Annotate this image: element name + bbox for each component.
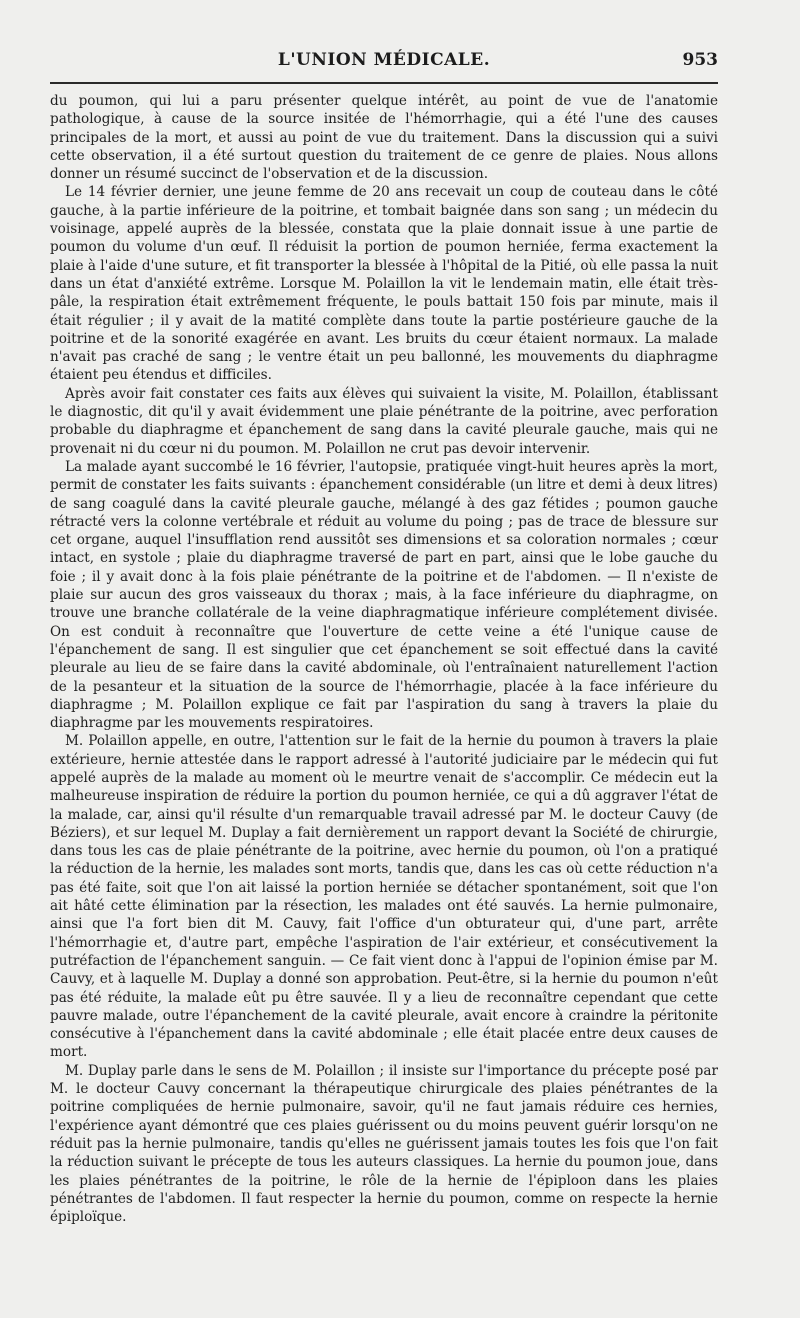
- paragraph-continuation: du poumon, qui lui a paru présenter quelque intérêt, au point de vue de l'anatomie pathologique, à cause de la source insitée de l'hémorrhagie, qui a été l'une des causes principales de la mort, et aussi au point de vue du traitement. Dans la discussion qui a suivi cette observation, il a été surtout question du traitement de ce genre de plaies. Nous allons donner un résumé succinct de l'observation et de la discussion.: [50, 93, 718, 183]
- paragraph-hernia-discussion: M. Polaillon appelle, en outre, l'attention sur le fait de la hernie du poumon à travers la plaie extérieure, hernie attestée dans le rapport adressé à l'autorité judiciaire par le médecin qui fut appelé auprès de la malade au moment où le meurtre venait de s'accomplir. Ce médecin eut la malheureuse inspiration de réduire la portion du poumon herniée, ce qui a dû aggraver l'état de la malade, car, ainsi qu'il résulte d'un remarquable travail adressé par M. le docteur Cauvy (de Béziers), et sur lequel M. Duplay a fait dernièrement un rapport devant la Société de chirurgie, dans tous les cas de plaie pénétrante de la poitrine, avec hernie du poumon, où l'on a pratiqué la réduction de la hernie, les malades sont morts, tandis que, dans les cas où cette réduction n'a pas été faite, soit que l'on ait laissé la portion herniée se détacher spontanément, soit que l'on ait hâté cette élimination par la résection, les malades ont été sauvés. La hernie pulmonaire, ainsi que l'a fort bien dit M. Cauvy, fait l'office d'un obturateur qui, d'une part, arrête l'hémorrhagie et, d'autre part, empêche l'aspiration de l'air extérieur, et consécutivement la putréfaction de l'épanchement sanguin. — Ce fait vient donc à l'appui de l'opinion émise par M. Cauvy, et à laquelle M. Duplay a donné son approbation. Peut-être, si la hernie du poumon n'eût pas été réduite, la malade eût pu être sauvée. Il y a lieu de reconnaître cependant que cette pauvre malade, outre l'épanchement de la cavité pleurale, avait encore à craindre la péritonite consécutive à l'épanchement dans la cavité abdominale ; elle était placée entre deux causes de mort.: [50, 733, 718, 1061]
- page-number: 953: [682, 50, 718, 70]
- journal-title: L'UNION MÉDICALE.: [277, 50, 491, 70]
- paragraph-diagnosis: Après avoir fait constater ces faits aux élèves qui suivaient la visite, M. Polaillon, établissant le diagnostic, dit qu'il y avait évidemment une plaie pénétrante de la poitrine, avec perforation probable du diaphragme et épanchement de sang dans la cavité pleurale gauche, mais qui ne provenait ni du cœur ni du poumon. M. Polaillon ne crut pas devoir intervenir.: [50, 385, 718, 457]
- article-body: [50, 92, 718, 1226]
- paragraph-duplay: M. Duplay parle dans le sens de M. Polaillon ; il insiste sur l'importance du précepte posé par M. le docteur Cauvy concernant la thérapeutique chirurgicale des plaies pénétrantes de la poitrine compliquées de hernie pulmonaire, savoir, qu'il ne faut jamais réduire ces hernies, l'expérience ayant démontré que ces plaies guérissent ou du moins peuvent guérir lorsqu'on ne réduit pas la hernie pulmonaire, tandis qu'elles ne guérissent jamais toutes les fois que l'on fait la réduction suivant le précepte de tous les auteurs classiques. La hernie du poumon joue, dans les plaies pénétrantes de la poitrine, le rôle de la hernie de l'épiploon dans les plaies pénétrantes de l'abdomen. Il faut respecter la hernie du poumon, comme on respecte la hernie épiploïque.: [50, 1062, 718, 1226]
- paragraph-autopsy: La malade ayant succombé le 16 février, l'autopsie, pratiquée vingt-huit heures après la mort, permit de constater les faits suivants : épanchement considérable (un litre et demi à deux litres) de sang coagulé dans la cavité pleurale gauche, mélangé à des gaz fétides ; poumon gauche rétracté vers la colonne vertébrale et réduit au volume du poing ; pas de trace de blessure sur cet organe, auquel l'insufflation rend aussitôt ses dimensions et sa coloration normales ; cœur intact, en systole ; plaie du diaphragme traversé de part en part, ainsi que le lobe gauche du foie ; il y avait donc à la fois plaie pénétrante de la poitrine et de l'abdomen. — Il n'existe de plaie sur aucun des gros vaisseaux du thorax ; mais, à la face inférieure du diaphragme, on trouve une branche collatérale de la veine diaphragmatique inférieure complétement divisée. On est conduit à reconnaître que l'ouverture de cette veine a été l'unique cause de l'épanchement de sang. Il est singulier que cet épanchement se soit effectué dans la cavité pleurale au lieu de se faire dans la cavité abdominale, où l'entraînaient naturellement l'action de la pesanteur et la situation de la source de l'hémorrhagie, placée à la face inférieure du diaphragme ; M. Polaillon explique ce fait par l'aspiration du sang à travers la plaie du diaphragme par les mouvements respiratoires.: [50, 458, 718, 732]
- paragraph-case-report: Le 14 février dernier, une jeune femme de 20 ans recevait un coup de couteau dans le côté gauche, à la partie inférieure de la poitrine, et tombait baignée dans son sang ; un médecin du voisinage, appelé auprès de la blessée, constata que la plaie donnait issue à une partie de poumon du volume d'un œuf. Il réduisit la portion de poumon herniée, ferma exactement la plaie à l'aide d'une suture, et fit transporter la blessée à l'hôpital de la Pitié, où elle passa la nuit dans un état d'anxiété extrême. Lorsque M. Polaillon la vit le lendemain matin, elle était très-pâle, la respiration était extrêmement fréquente, le pouls battait 150 fois par minute, mais il était régulier ; il y avait de la matité complète dans toute la partie postérieure gauche de la poitrine et de la sonorité exagérée en avant. Les bruits du cœur étaient normaux. La malade n'avait pas craché de sang ; le ventre était un peu ballonné, les mouvements du diaphragme étaient peu étendus et difficiles.: [50, 184, 718, 384]
- running-head: [50, 44, 718, 80]
- header-rule: [50, 82, 718, 84]
